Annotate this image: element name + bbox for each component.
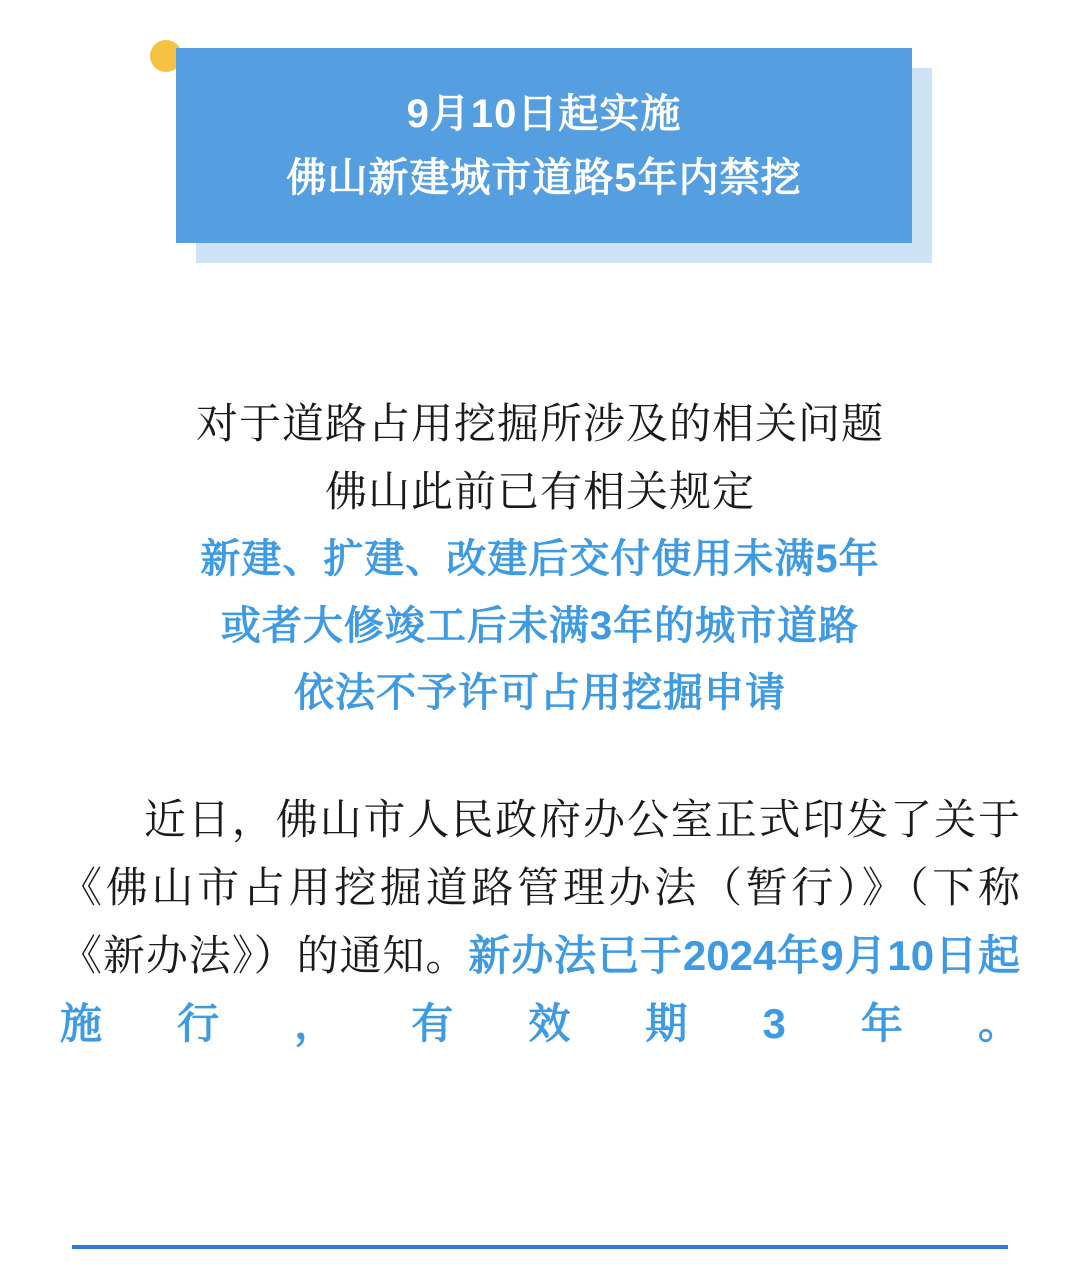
highlight-line-2: 或者大修竣工后未满3年的城市道路 xyxy=(220,604,860,649)
paragraph-text: 近日，佛山市人民政府办公室正式印发了关于《佛山市占用挖掘道路管理办法（暂行）》（下称《新办法》）的通知。 xyxy=(60,795,1020,979)
article-content xyxy=(0,390,1080,1058)
banner-title-line-2: 佛山新建城市道路5年内禁挖 xyxy=(286,155,802,200)
highlight-line-3: 依法不予许可占用挖掘申请 xyxy=(294,671,786,716)
paragraph-highlight: 新办法已于2024年9月10日起施行，有效期3年。 xyxy=(60,931,1020,1047)
spacer xyxy=(0,728,1080,786)
intro-line-2: 佛山此前已有相关规定 xyxy=(324,468,755,516)
header-banner xyxy=(0,0,1080,300)
bottom-divider xyxy=(72,1245,1008,1249)
body-paragraph xyxy=(60,786,1020,1058)
banner-box xyxy=(176,48,912,243)
highlight-line-1: 新建、扩建、改建后交付使用未满5年 xyxy=(200,537,880,582)
banner-title-line-1: 9月10日起实施 xyxy=(406,91,682,136)
intro-line-1: 对于道路占用挖掘所涉及的相关问题 xyxy=(195,400,884,447)
intro-block xyxy=(0,390,1080,728)
